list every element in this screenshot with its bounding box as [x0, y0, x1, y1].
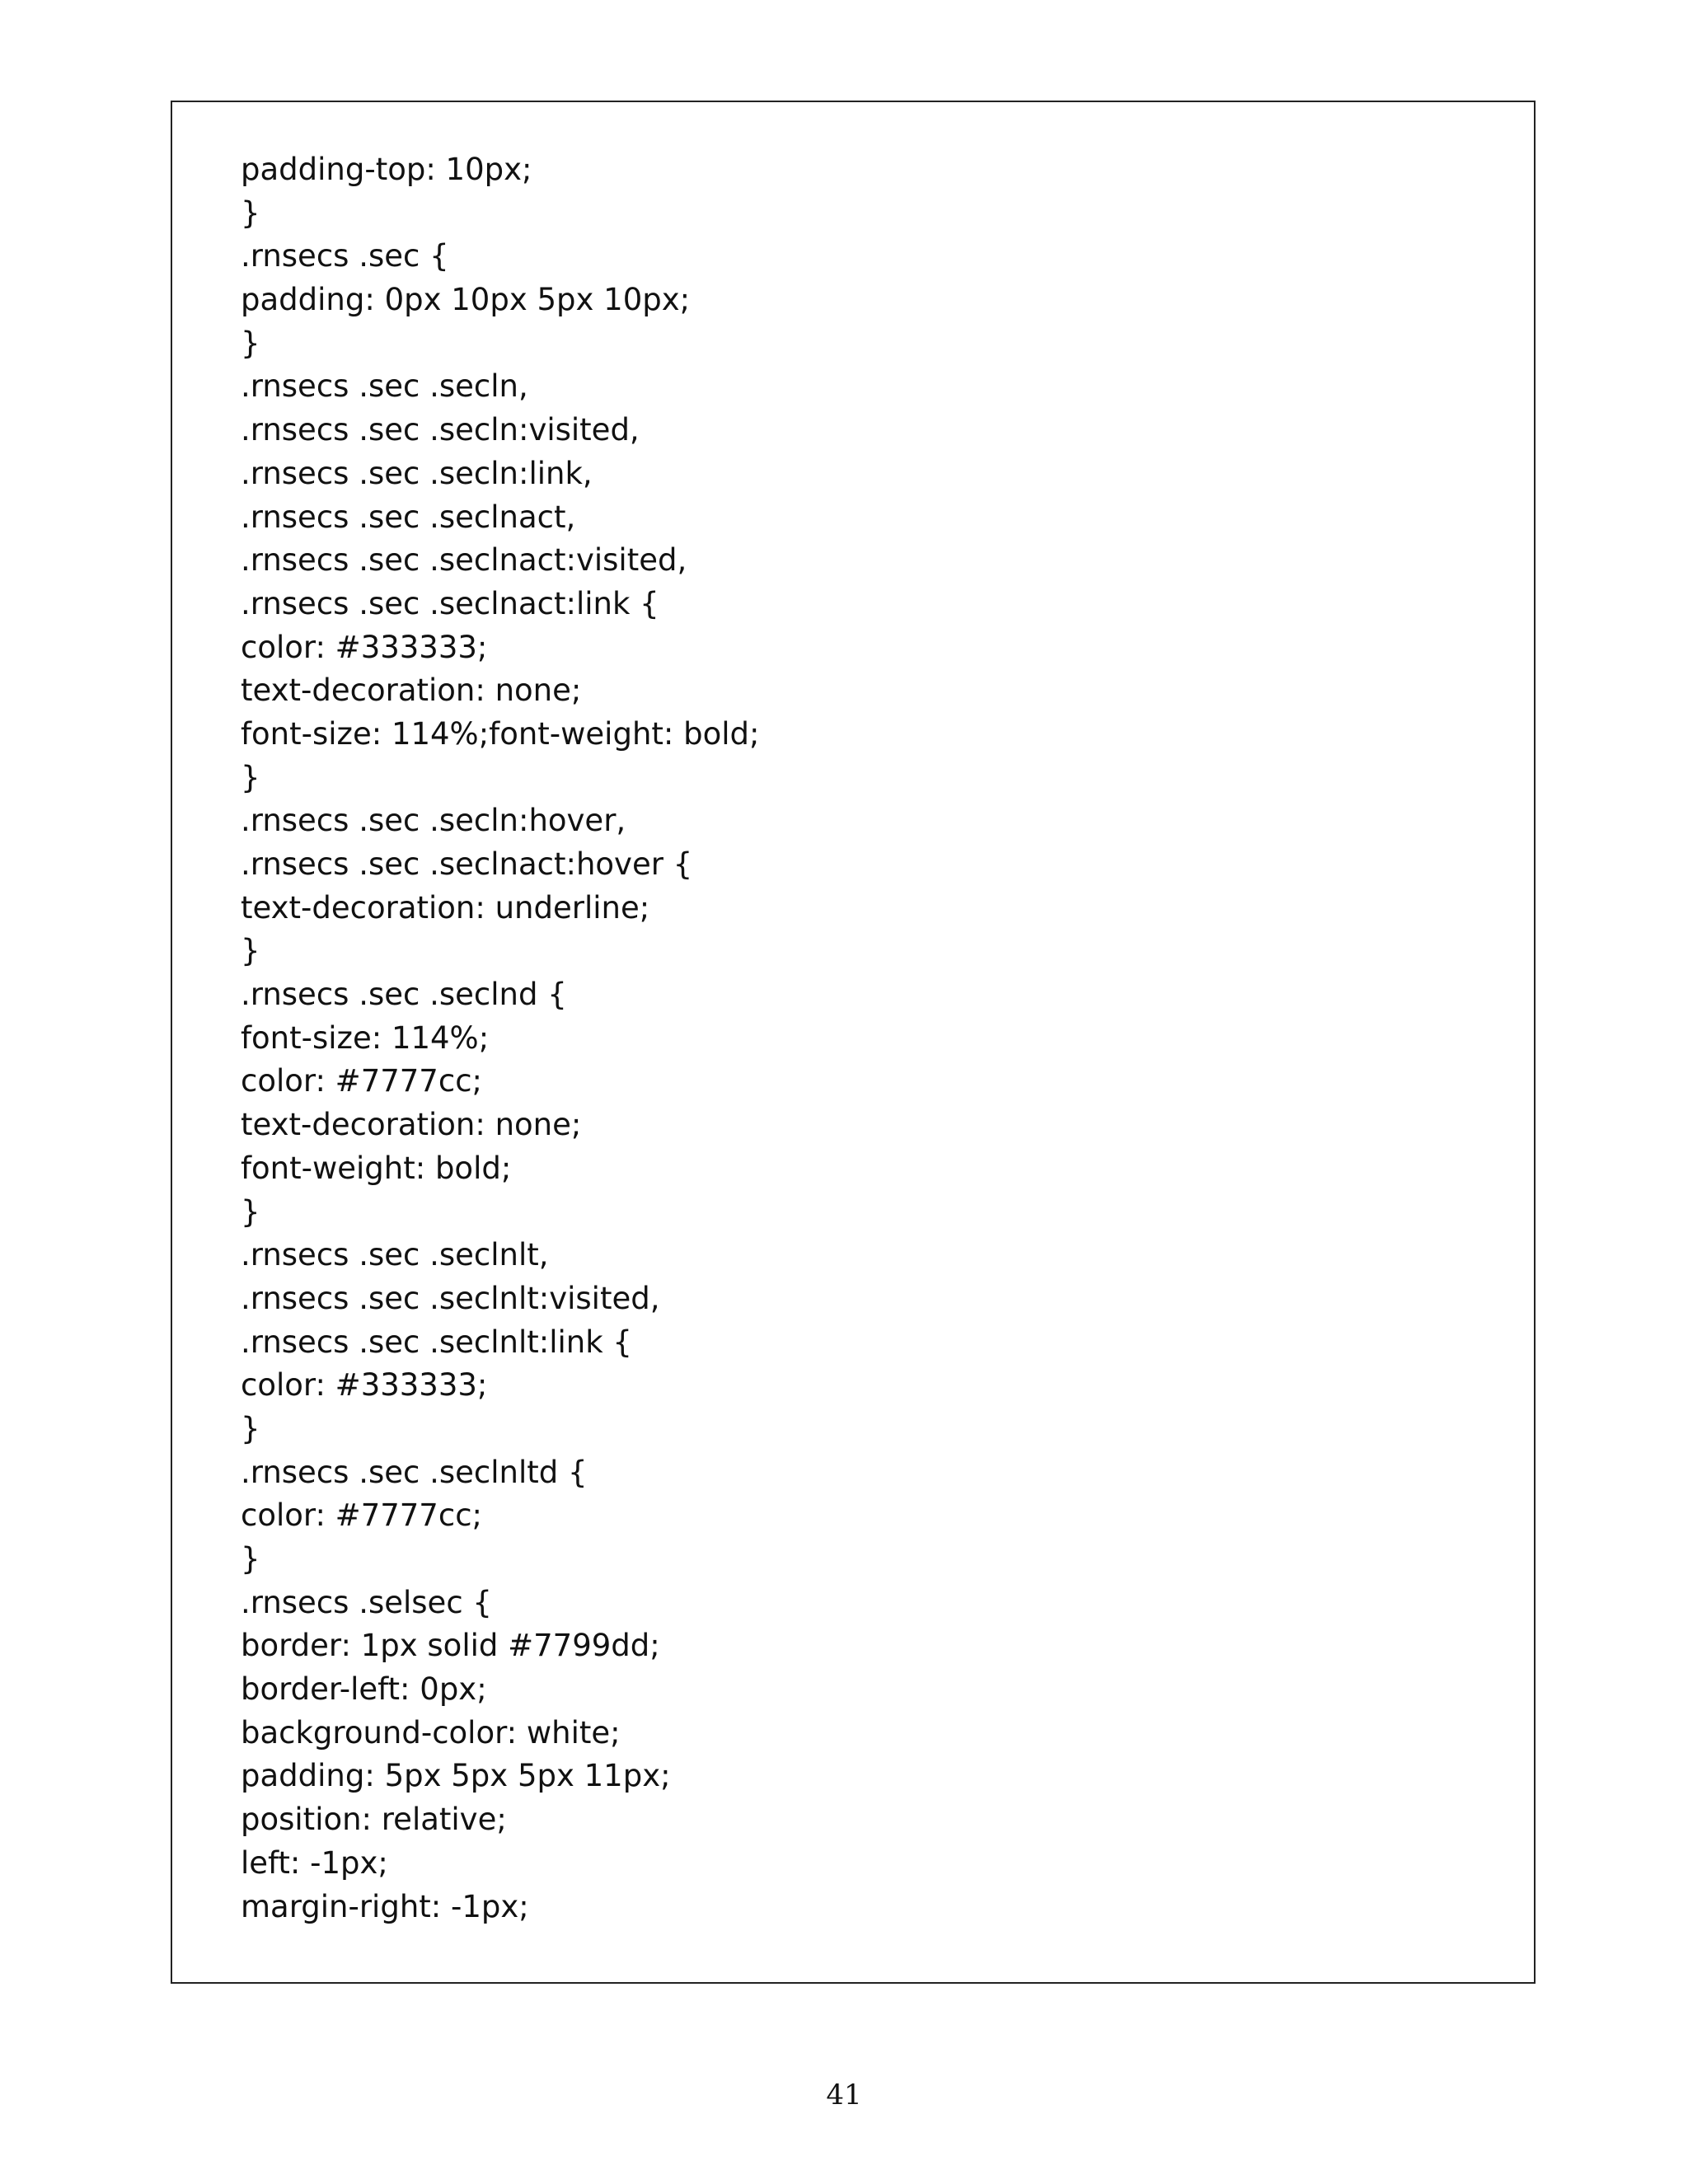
code-line: .rnsecs .sec .seclnact, — [241, 499, 576, 535]
code-line: .rnsecs .sec .seclnltd { — [241, 1454, 588, 1490]
code-line: .rnsecs .sec .seclnlt:link { — [241, 1324, 632, 1360]
code-line: } — [241, 325, 260, 361]
code-line: .rnsecs .selsec { — [241, 1584, 492, 1620]
code-line: padding: 5px 5px 5px 11px; — [241, 1758, 671, 1794]
code-line: .rnsecs .sec { — [241, 238, 449, 274]
code-line: font-weight: bold; — [241, 1150, 512, 1186]
code-line: padding-top: 10px; — [241, 152, 532, 187]
code-line: color: #333333; — [241, 1367, 488, 1404]
code-line: font-size: 114%; — [241, 1019, 490, 1056]
code-line: .rnsecs .sec .seclnact:hover { — [241, 846, 693, 882]
code-line: } — [241, 194, 260, 231]
code-line: .rnsecs .sec .secln:link, — [241, 455, 593, 491]
code-line: text-decoration: none; — [241, 1107, 582, 1143]
code-line: margin-right: -1px; — [241, 1888, 529, 1924]
code-line: .rnsecs .sec .seclnd { — [241, 977, 567, 1013]
code-line: background-color: white; — [241, 1714, 621, 1750]
code-line: padding: 0px 10px 5px 10px; — [241, 282, 691, 318]
code-line: border-left: 0px; — [241, 1671, 487, 1708]
code-line: .rnsecs .sec .secln, — [241, 368, 528, 405]
page-number: 41 — [826, 2079, 862, 2111]
code-listing — [241, 148, 1477, 1929]
code-line: border: 1px solid #7799dd; — [241, 1628, 660, 1664]
code-line: .rnsecs .sec .secln:visited, — [241, 412, 640, 448]
code-line: } — [241, 933, 260, 969]
code-line: color: #7777cc; — [241, 1063, 483, 1099]
code-line: .rnsecs .sec .seclnlt:visited, — [241, 1280, 660, 1316]
code-line: } — [241, 759, 260, 795]
code-line: left: -1px; — [241, 1844, 388, 1881]
code-line: .rnsecs .sec .seclnact:visited, — [241, 542, 687, 579]
code-line: color: #333333; — [241, 629, 488, 665]
code-line: position: relative; — [241, 1802, 507, 1838]
code-line: } — [241, 1410, 260, 1446]
code-line: text-decoration: none; — [241, 673, 582, 709]
code-line: } — [241, 1193, 260, 1230]
code-line: .rnsecs .sec .seclnact:link { — [241, 585, 659, 621]
code-line: font-size: 114%;font-weight: bold; — [241, 715, 760, 752]
code-line: color: #7777cc; — [241, 1497, 483, 1534]
code-line: .rnsecs .sec .seclnlt, — [241, 1237, 549, 1273]
code-line: } — [241, 1541, 260, 1577]
code-line: text-decoration: underline; — [241, 889, 650, 926]
code-line: .rnsecs .sec .secln:hover, — [241, 803, 626, 839]
